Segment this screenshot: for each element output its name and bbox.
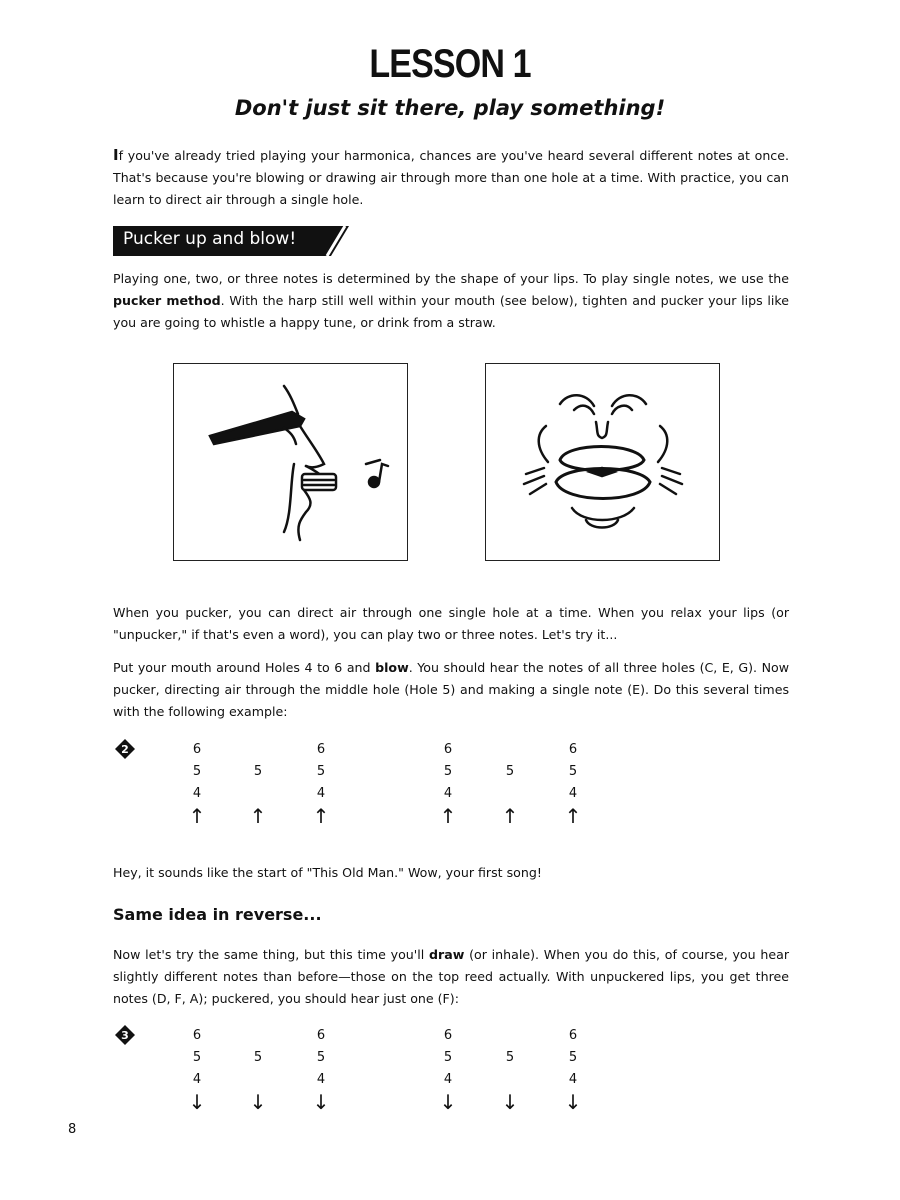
blow-term: blow <box>375 660 409 675</box>
draw-arrow-icon: ↓ <box>312 1090 330 1114</box>
section-heading-reverse: Same idea in reverse... <box>113 905 322 924</box>
blow-text-1: Put your mouth around Holes 4 to 6 and <box>113 660 376 675</box>
tab-hole-number: 5 <box>568 1050 578 1065</box>
svg-text:3: 3 <box>121 1029 129 1042</box>
draw-text-1: Now let's try the same thing, but this time you'll <box>113 947 430 962</box>
page-subtitle: Don't just sit there, play something! <box>234 96 666 120</box>
draw-arrow-icon: ↓ <box>439 1090 457 1114</box>
tab-hole-number: 6 <box>568 1028 578 1043</box>
tab-hole-number: 4 <box>443 786 453 801</box>
pucker-paragraph <box>113 268 789 334</box>
tab-hole-number: 4 <box>316 786 326 801</box>
tab-hole-number: 6 <box>443 742 453 757</box>
this-old-man-paragraph: Hey, it sounds like the start of "This Old Man." Wow, your first song! <box>113 865 542 880</box>
tab-hole-number: 4 <box>568 1072 578 1087</box>
tab-hole-number: 6 <box>192 742 202 757</box>
tab-hole-number: 4 <box>443 1072 453 1087</box>
tab-hole-number: 5 <box>568 764 578 779</box>
tab-hole-number: 4 <box>316 1072 326 1087</box>
draw-paragraph <box>113 944 789 1010</box>
intro-paragraph <box>113 144 789 211</box>
blow-arrow-icon: ↑ <box>564 804 582 828</box>
blow-arrow-icon: ↑ <box>188 804 206 828</box>
tab-hole-number: 6 <box>443 1028 453 1043</box>
draw-text-2: (or inhale). When you do this, of course, you hear slightly different notes than before—those on the top reed actually. With unpuckered lips, you get three notes (D, F, A); puckered, you should hear just one (F): <box>113 947 789 1006</box>
intro-text: f you've already tried playing your harmonica, chances are you've heard several different notes at once. That's because you're blowing or drawing air through more than one hole at a time. With practice, you can learn to direct air through a single hole. <box>113 148 789 207</box>
tab-hole-number: 4 <box>192 1072 202 1087</box>
tab-hole-number: 6 <box>568 742 578 757</box>
tab-hole-number: 5 <box>443 764 453 779</box>
blow-paragraph <box>113 657 789 723</box>
blow-text-2: . You should hear the notes of all three holes (C, E, G). Now pucker, directing air through the middle hole (Hole 5) and making a single note (E). Do this several times with the following example: <box>113 660 790 719</box>
tab-hole-number: 5 <box>316 764 326 779</box>
tab-hole-number: 5 <box>505 1050 515 1065</box>
draw-arrow-icon: ↓ <box>501 1090 519 1114</box>
example-3-badge-icon <box>115 1025 135 1045</box>
draw-arrow-icon: ↓ <box>188 1090 206 1114</box>
page-title: LESSON 1 <box>369 42 531 86</box>
side-profile-illustration <box>173 363 408 561</box>
tab-hole-number: 5 <box>316 1050 326 1065</box>
unpucker-paragraph: When you pucker, you can direct air through one single hole at a time. When you relax your lips (or "unpucker," if that's even a word), you can play two or three notes. Let's try it... <box>113 605 789 642</box>
blow-arrow-icon: ↑ <box>312 804 330 828</box>
tab-hole-number: 4 <box>192 786 202 801</box>
draw-term: draw <box>429 947 465 962</box>
tab-hole-number: 5 <box>253 764 263 779</box>
svg-text:2: 2 <box>121 743 129 756</box>
pucker-method-term: pucker method <box>113 293 221 308</box>
section-banner-label: Pucker up and blow! <box>123 229 297 249</box>
tab-hole-number: 4 <box>568 786 578 801</box>
blow-arrow-icon: ↑ <box>501 804 519 828</box>
tab-hole-number: 5 <box>505 764 515 779</box>
example-2-badge-icon <box>115 739 135 759</box>
dropcap: I <box>113 146 119 164</box>
pucker-text-1: Playing one, two, or three notes is determined by the shape of your lips. To play single notes, we use the <box>113 271 789 286</box>
tab-hole-number: 5 <box>192 764 202 779</box>
front-face-illustration <box>485 363 720 561</box>
draw-arrow-icon: ↓ <box>564 1090 582 1114</box>
page-number: 8 <box>68 1122 77 1137</box>
tab-hole-number: 5 <box>192 1050 202 1065</box>
tab-hole-number: 6 <box>316 1028 326 1043</box>
tab-hole-number: 6 <box>316 742 326 757</box>
tab-hole-number: 5 <box>253 1050 263 1065</box>
tab-hole-number: 6 <box>192 1028 202 1043</box>
blow-arrow-icon: ↑ <box>439 804 457 828</box>
blow-arrow-icon: ↑ <box>249 804 267 828</box>
pucker-text-2: . With the harp still well within your mouth (see below), tighten and pucker your lips like you are going to whistle a happy tune, or drink from a straw. <box>113 293 789 330</box>
draw-arrow-icon: ↓ <box>249 1090 267 1114</box>
tab-hole-number: 5 <box>443 1050 453 1065</box>
